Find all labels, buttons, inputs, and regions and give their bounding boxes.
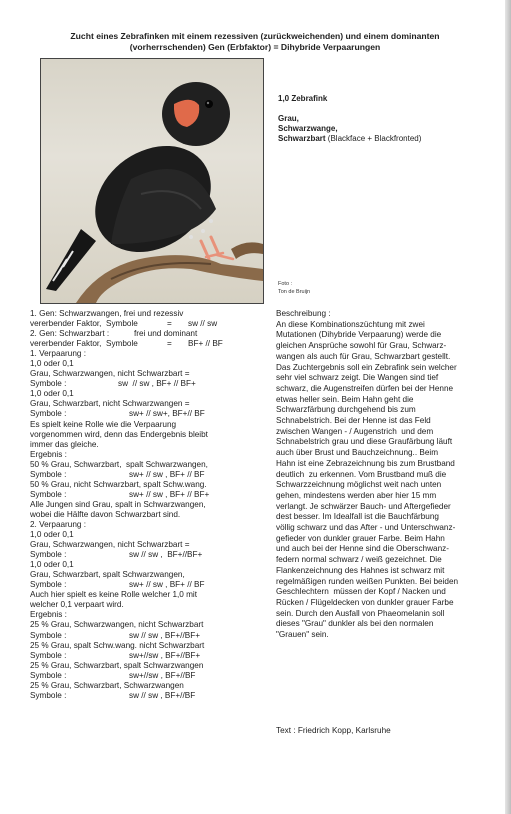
description-line: verlangt. Je schwärzer Bauch- und Aftergefieder: [276, 501, 451, 511]
text-line: [30, 339, 260, 349]
description-column: [276, 309, 488, 641]
author-credit: Text : Friedrich Kopp, Karlsruhe: [276, 726, 391, 735]
text-line: [30, 319, 260, 329]
text-line: 1. Gen: Schwarzwangen, frei und rezessiv: [30, 309, 184, 318]
section-heading: Ergebnis :: [30, 449, 67, 459]
description-line: schwarz, die Augenstreifen dürfen bei der Henne: [276, 383, 454, 393]
text-line: [30, 329, 260, 339]
text-line: [30, 359, 260, 369]
description-heading: Beschreibung :: [276, 309, 331, 318]
symbol-value: sw // sw: [188, 319, 218, 329]
text-line: [30, 460, 260, 470]
text-line: wobei die Hälfte davon Schwarzbart sind.: [30, 509, 181, 519]
description-line: zwischen Wangen - / Augenstrich und dem: [276, 426, 434, 436]
text-line: [30, 550, 260, 560]
text-line: [30, 590, 260, 600]
description-line: Rücken / Flügeldecken von dunkler grauer Farbe: [276, 597, 454, 607]
text-line: [30, 420, 260, 430]
text-line: Symbole :: [30, 489, 67, 499]
text-line: Symbole :: [30, 690, 67, 700]
description-line: Das Zuchtergebnis soll ein Zebrafink sein welcher: [276, 362, 457, 372]
page-title: [30, 31, 480, 53]
bird-illustration: [41, 59, 263, 303]
description-line: und auch bei der Henne sind die Oberschwanz-: [276, 544, 449, 554]
text-line: Symbole :: [30, 650, 67, 660]
text-line: Symbole :: [30, 550, 67, 560]
text-line: [30, 681, 260, 691]
description-line: dest besser. Im Idealfall ist die Bauchfärbung: [276, 512, 439, 522]
description-line: "Grauen" sein.: [276, 630, 329, 640]
text-line: Symbole :: [30, 469, 67, 479]
text-line: Alle Jungen sind Grau, spalt in Schwarzwangen,: [30, 499, 206, 509]
text-line: 2. Gen: Schwarzbart :: [30, 329, 110, 339]
title-line-1: Zucht eines Zebrafinken mit einem rezessiven (zurückweichenden) und einem dominanten: [70, 31, 440, 41]
description-line: sein. Durch den Ausfall von Phaeomelanin soll: [276, 608, 445, 618]
description-line: An diese Kombinationszüchtung mit zwei: [276, 319, 425, 329]
text-line: Es spielt keine Rolle wie die Verpaarung: [30, 419, 177, 429]
text-line: Auch hier spielt es keine Rolle welcher 1,0 mit: [30, 590, 198, 600]
text-line: =: [167, 339, 172, 349]
text-line: [30, 600, 260, 610]
text-line: [30, 560, 260, 570]
text-line: [30, 540, 260, 550]
description-line: Hahn ist eine Zebrazeichnung bis zum Brustband: [276, 458, 455, 468]
description-line: auch über Brust und Bauchzeichnung.. Beim: [276, 448, 439, 458]
description-line: sehr viel schwarz zeigt. Die Wangen sind tief: [276, 373, 439, 383]
section-heading: 1. Verpaarung :: [30, 349, 86, 359]
text-line: vererbender Faktor, Symbole: [30, 319, 138, 329]
symbol-value: sw // sw , BF+//BF+: [129, 550, 203, 560]
text-line: [30, 369, 260, 379]
symbol-value: sw+//sw , BF+//BF+: [129, 650, 201, 660]
text-line: [30, 430, 260, 440]
description-line: Schnabelstrich grau und diese Graufärbung läuft: [276, 437, 453, 447]
description-line: dieses "Grau" dunkler als bei den normalen: [276, 619, 434, 629]
text-line: =: [167, 319, 172, 329]
text-line: [30, 520, 260, 530]
text-line: [30, 450, 260, 460]
description-line: Schwarzfärbung durchgehend bis zum: [276, 405, 416, 415]
description-line: Flankenzeichnung des Hahnes ist schwarz mit: [276, 565, 445, 575]
text-line: Symbole :: [30, 409, 67, 419]
description-line: gefieder von dunkler grauer Farbe. Beim Hahn: [276, 533, 445, 543]
text-line: [30, 610, 260, 620]
symbol-value: sw+ // sw , BF+ // BF: [129, 469, 205, 479]
text-line: [30, 510, 260, 520]
text-line: [30, 470, 260, 480]
symbol-value: sw+ // sw+, BF+// BF: [129, 409, 205, 419]
description-line: regelmäßigen runden weißen Punkten. Bei beiden: [276, 576, 459, 586]
text-line: [30, 399, 260, 409]
symbol-value: sw // sw , BF+//BF: [129, 690, 196, 700]
description-line: wangen als auch für Grau, Schwarzbart gestellt.: [276, 351, 451, 361]
text-line: 1,0 oder 0,1: [30, 359, 74, 369]
caption-line-3: [278, 134, 478, 144]
text-line: welcher 0,1 verpaart wird.: [30, 600, 124, 610]
text-line: frei und dominant: [134, 329, 198, 339]
description-line: federn normal schwarz / weiß gezeichnet. Die: [276, 555, 442, 565]
text-line: [30, 440, 260, 450]
text-line: Symbole :: [30, 630, 67, 640]
description-line: Schnabelstrich. Bei der Henne ist das Feld: [276, 416, 431, 426]
text-line: [30, 379, 260, 389]
text-line: Grau, Schwarzwangen, nicht Schwarzbart =: [30, 540, 190, 550]
zebra-finch-photo: [40, 58, 264, 304]
symbol-value: sw+//sw , BF+//BF: [129, 670, 196, 680]
caption-line-1: Grau,: [278, 114, 299, 123]
text-line: Symbole :: [30, 580, 67, 590]
text-line: [30, 530, 260, 540]
text-line: [30, 389, 260, 399]
description-line: Mutationen (Dihybride Verpaarung) werde die: [276, 330, 442, 340]
caption-line-3-bold: Schwarzbart: [278, 134, 326, 143]
text-line: [30, 490, 260, 500]
text-line: Grau, Schwarzwangen, nicht Schwarzbart =: [30, 369, 190, 379]
symbol-value: sw // sw , BF+ // BF+: [118, 379, 196, 389]
description-line: etwas heller sein. Beim Hahn geht die: [276, 394, 414, 404]
caption-line-2: Schwarzwange,: [278, 124, 338, 133]
title-line-2: (vorherrschenden) Gen (Erbfaktor) = Dihybride Verpaarungen: [129, 42, 381, 52]
text-line: [30, 641, 260, 651]
description-line: gehen, mindestens werden aber hier 15 mm: [276, 490, 437, 500]
text-line: vererbender Faktor, Symbole: [30, 339, 138, 349]
text-line: Grau, Schwarzbart, nicht Schwarzwangen =: [30, 399, 190, 409]
caption-line-3-rest: (Blackface + Blackfronted): [325, 134, 422, 143]
text-line: 25 % Grau, Schwarzbart, Schwarzwangen: [30, 680, 184, 690]
description-line: deutlich zu erkennen. Vom Brustband muß die: [276, 469, 447, 479]
description-line: gleichen Ansprüche sowohl für Grau, Schwarz-: [276, 341, 447, 351]
symbol-value: sw // sw , BF+//BF+: [129, 630, 200, 640]
bird-caption: [278, 94, 478, 144]
text-line: [30, 631, 260, 641]
text-line: 1,0 oder 0,1: [30, 530, 74, 540]
text-line: Symbole :: [30, 670, 67, 680]
text-line: [30, 409, 260, 419]
text-line: [30, 500, 260, 510]
text-line: 25 % Grau, spalt Schw.wang. nicht Schwarzbart: [30, 640, 205, 650]
symbol-value: sw+ // sw , BF+ // BF+: [129, 489, 210, 499]
text-line: [30, 671, 260, 681]
text-line: 25 % Grau, Schwarzbart, spalt Schwarzwangen: [30, 660, 204, 670]
text-line: immer das gleiche.: [30, 439, 99, 449]
text-line: Symbole :: [30, 379, 67, 389]
description-line: völlig schwarz und das After - und Unterschwanz-: [276, 523, 456, 533]
text-line: 1,0 oder 0,1: [30, 560, 74, 570]
photo-credit-name: Ton de Bruijn: [278, 289, 311, 295]
photo-credit-label: Foto :: [278, 281, 293, 287]
text-line: [30, 651, 260, 661]
section-heading: Ergebnis :: [30, 610, 67, 620]
breeding-notes: [30, 309, 260, 701]
text-line: [30, 620, 260, 630]
text-line: [30, 661, 260, 671]
page-edge-shadow: [505, 0, 511, 814]
caption-title: 1,0 Zebrafink: [278, 94, 328, 103]
text-line: [30, 349, 260, 359]
text-line: 25 % Grau, Schwarzwangen, nicht Schwarzbart: [30, 620, 204, 630]
text-line: 50 % Grau, nicht Schwarzbart, spalt Schw.wang.: [30, 479, 207, 489]
symbol-value: BF+ // BF: [188, 339, 223, 349]
text-line: [30, 691, 260, 701]
section-heading: 2. Verpaarung :: [30, 519, 86, 529]
text-line: [30, 570, 260, 580]
text-line: Grau, Schwarzbart, spalt Schwarzwangen,: [30, 570, 185, 580]
text-line: [30, 309, 260, 319]
text-line: vorgenommen wird, denn das Endergebnis bleibt: [30, 429, 208, 439]
photo-credit: [278, 280, 310, 296]
text-line: 50 % Grau, Schwarzbart, spalt Schwarzwangen,: [30, 459, 208, 469]
description-line: Geschlechtern müssen der Kopf / Nacken und: [276, 587, 446, 597]
text-line: [30, 480, 260, 490]
description-line: Schwarzzeichnung möglichst weit nach unten: [276, 480, 442, 490]
symbol-value: sw+ // sw , BF+ // BF: [129, 580, 205, 590]
text-line: 1,0 oder 0,1: [30, 389, 74, 399]
text-line: [30, 580, 260, 590]
